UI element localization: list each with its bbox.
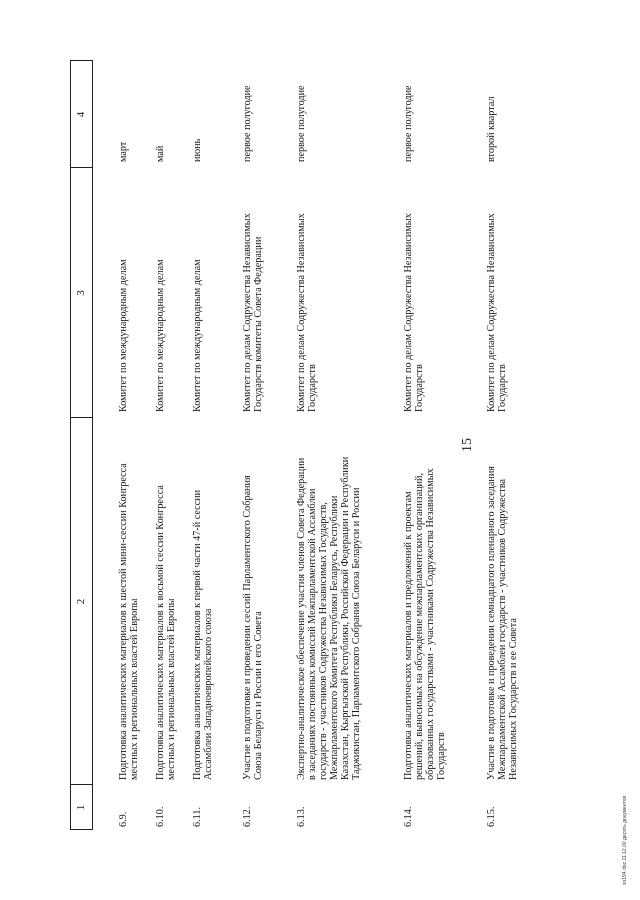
item-number: 6.15.	[486, 806, 497, 827]
item-number: 6.10.	[155, 806, 166, 827]
deadline: второй квартал	[486, 96, 497, 162]
file-footer: sn194 doc 11.12.00 десять документов	[622, 795, 628, 885]
deadline: май	[155, 145, 166, 162]
task-description: Подготовка аналитических материалов к первой части 47-й сессии Ассамблеи Западноевропейского союза	[192, 489, 214, 780]
page-number: 15	[460, 438, 475, 452]
responsible-committee: Комитет по международным делам	[155, 259, 166, 412]
responsible-committee: Комитет по международным делам	[118, 259, 129, 412]
responsible-committee: Комитет по делам Содружества Независимых Государств комитеты Совета Федерации	[242, 213, 264, 412]
item-number: 6.14.	[403, 806, 414, 827]
deadline: первое полугодие	[242, 85, 253, 162]
task-description: Подготовка аналитических материалов к шестой мини-сессии Конгресса местных и региональных властей Европы	[118, 463, 140, 780]
column-header-2: 2	[75, 598, 87, 605]
task-description: Подготовка аналитических материалов к восьмой сессии Конгресса местных и региональных властей Европы	[155, 485, 177, 780]
responsible-committee: Комитет по делам Содружества Независимых Государств	[486, 213, 508, 412]
task-description: Экспертно-аналитическое обеспечение участия членов Совета Федерации в заседаниях постоянных комиссий Межпарламентской Ассамблеи государств - участников Содружества Независимых Государств, Межпарламентского Комитета Республики Беларусь, Республики Казахстан, Кыргызской Республики, Российской Федерации и Республики Таджикистан, Парламентского Собрания Союза Беларуси и России	[296, 456, 362, 780]
task-description: Участие в подготовке и проведении сессий Парламентского Собрания Союза Беларуси и России и его Совета	[242, 475, 264, 780]
responsible-committee: Комитет по международным делам	[192, 259, 203, 412]
rotated-table	[70, 60, 520, 830]
header-bottom-border	[92, 60, 93, 830]
responsible-committee: Комитет по делам Содружества Независимых Государств	[296, 213, 318, 412]
deadline: март	[118, 141, 129, 162]
item-number: 6.9.	[118, 811, 129, 827]
deadline: первое полугодие	[296, 85, 307, 162]
column-header-3: 3	[75, 290, 87, 296]
deadline: июнь	[192, 138, 203, 162]
column-header-4: 4	[75, 111, 87, 118]
item-number: 6.13.	[296, 806, 307, 827]
task-description: Участие в подготовке и проведении семнадцатого пленарного заседания Межпарламентской Ассамблеи государств - участников Содружества Независимых Государств и ее Совета	[486, 466, 519, 780]
item-number: 6.11.	[192, 807, 203, 827]
column-header-1: 1	[75, 804, 87, 811]
deadline: первое полугодие	[403, 85, 414, 162]
task-description: Подготовка аналитических материалов и предложений к проектам решений, выносимых на обсуждение межпарламентских организаций, образованных государствами - участниками Содружества Независимых Государств	[403, 468, 447, 780]
responsible-committee: Комитет по делам Содружества Независимых Государств	[403, 213, 425, 412]
item-number: 6.12.	[242, 806, 253, 827]
